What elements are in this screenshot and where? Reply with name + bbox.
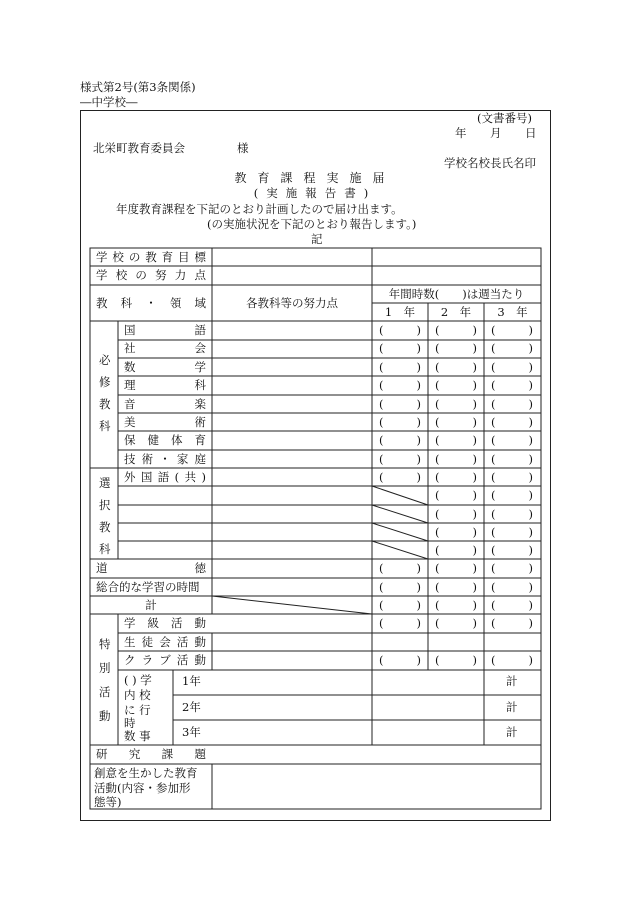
hours-paren-blank	[435, 472, 477, 484]
hours-paren-blank	[379, 417, 421, 429]
required-subject-char: 語	[194, 323, 206, 337]
paren-open: (	[435, 415, 440, 429]
required-subject-char: 体	[171, 433, 183, 447]
goal-label-char: の	[128, 250, 141, 264]
required-subject-char: 国	[124, 323, 136, 337]
paren-close: )	[472, 580, 477, 594]
hours-paren-blank	[435, 325, 477, 337]
paren-close: )	[528, 452, 533, 466]
hours-paren-blank	[491, 509, 533, 521]
paren-open: (	[491, 397, 496, 411]
paren-open: (	[379, 452, 384, 466]
goal-label-char: 教	[145, 250, 157, 264]
paren-open: (	[491, 341, 496, 355]
paren-open: (	[435, 360, 440, 374]
required-subject-char: 育	[194, 433, 206, 447]
events-grade-3: 3年	[182, 725, 201, 739]
total-label: 計	[145, 598, 157, 612]
paren-close: )	[528, 488, 533, 502]
hours-paren-blank	[491, 600, 533, 612]
required-subject-char: 術	[194, 415, 206, 429]
hours-paren-blank	[491, 472, 533, 484]
research-label-char: 課	[161, 747, 174, 761]
paren-open: (	[435, 525, 440, 539]
hours-paren-blank	[379, 582, 421, 594]
special-item-char: 動	[194, 635, 206, 649]
sender-label: 学校名校長氏名印	[444, 156, 536, 170]
goal-label-char: 目	[178, 250, 190, 264]
elective-first-label	[124, 472, 206, 484]
paren-open: (	[379, 341, 384, 355]
required-subject-char: 家	[176, 452, 189, 466]
paren-open: (	[491, 323, 496, 337]
paren-close: )	[416, 653, 421, 667]
paren-open: (	[379, 616, 384, 630]
events-sum-2: 計	[506, 700, 518, 714]
required-subject-char: 理	[124, 378, 136, 392]
paren-close: )	[472, 415, 477, 429]
events-label-mid3: 時	[124, 716, 136, 730]
paren-close: )	[472, 452, 477, 466]
hours-paren-blank	[435, 563, 477, 575]
paren-close: )	[472, 543, 477, 557]
hours-paren-blank	[379, 600, 421, 612]
date-month: 月	[490, 126, 502, 140]
special-item-char: 徒	[141, 635, 154, 649]
special-item-1	[124, 637, 206, 649]
goal-label	[96, 252, 206, 264]
paren-close: )	[416, 561, 421, 575]
hours-paren-blank	[435, 380, 477, 392]
paren-close: )	[528, 360, 533, 374]
goal-label-char: 育	[161, 250, 174, 264]
hours-paren-blank	[435, 454, 477, 466]
hours-paren-blank	[491, 399, 533, 411]
honorific: 様	[237, 141, 249, 155]
paren-open: (	[379, 415, 384, 429]
subject-area-label-char: 域	[194, 296, 206, 310]
paren-close: )	[528, 616, 533, 630]
hours-paren-blank	[491, 435, 533, 447]
paren-close: )	[472, 378, 477, 392]
hours-paren-blank	[379, 472, 421, 484]
special-item-0	[124, 618, 206, 630]
required-subject-4	[124, 399, 206, 411]
special-item-char: 活	[171, 616, 183, 630]
paren-close: )	[416, 452, 421, 466]
required-subject-char: 学	[194, 360, 206, 374]
hours-paren-blank	[491, 362, 533, 374]
hours-paren-blank	[491, 325, 533, 337]
annual-hours-label: 年間時数( )は週当たり	[388, 287, 525, 301]
required-subject-char: 社	[124, 341, 136, 355]
doc-number: (文書番号)	[477, 111, 532, 125]
research-label-char: 題	[194, 747, 206, 761]
special-item-char: 活	[176, 653, 189, 667]
required-subject-3	[124, 380, 206, 392]
required-subject-char: 美	[124, 415, 136, 429]
special-item-char: ク	[124, 653, 136, 667]
effort-label-char: 校	[115, 268, 128, 282]
hours-paren-blank	[379, 343, 421, 355]
required-subject-0	[124, 325, 206, 337]
required-subject-char: 楽	[194, 397, 206, 411]
hours-paren-blank	[491, 563, 533, 575]
paren-open: (	[491, 653, 496, 667]
hours-paren-blank	[435, 655, 477, 667]
paren-close: )	[416, 580, 421, 594]
hours-paren-blank	[491, 618, 533, 630]
paren-open: (	[491, 378, 496, 392]
paren-open: (	[491, 543, 496, 557]
paren-open: (	[435, 341, 440, 355]
paren-open: (	[435, 323, 440, 337]
subject-effort-label: 各教科等の努力点	[246, 296, 338, 310]
paren-open: (	[435, 470, 440, 484]
paren-close: )	[528, 323, 533, 337]
hours-paren-blank	[435, 399, 477, 411]
paren-close: )	[416, 397, 421, 411]
paren-close: )	[416, 470, 421, 484]
paren-open: (	[491, 598, 496, 612]
integrated-label: 総合的な学習の時間	[96, 580, 200, 594]
paren-open: (	[435, 433, 440, 447]
events-grade-2: 2年	[182, 700, 201, 714]
subject-area-label	[96, 298, 206, 310]
research-label-char: 究	[128, 747, 141, 761]
paren-open: (	[435, 653, 440, 667]
required-subject-char: ・	[159, 452, 171, 466]
hours-paren-blank	[379, 655, 421, 667]
paren-close: )	[528, 580, 533, 594]
effort-label-char: 点	[194, 268, 206, 282]
paren-close: )	[472, 507, 477, 521]
special-item-char: ラ	[141, 653, 154, 667]
paren-open: (	[435, 488, 440, 502]
hours-paren-blank	[435, 343, 477, 355]
paren-open: (	[491, 360, 496, 374]
hours-paren-blank	[435, 527, 477, 539]
paren-open: (	[435, 580, 440, 594]
moral-label-char: 徳	[194, 561, 206, 575]
paren-open: (	[435, 543, 440, 557]
events-sum-1: 計	[506, 674, 518, 688]
paren-open: (	[379, 378, 384, 392]
paren-open: (	[491, 616, 496, 630]
creative-label-1: 創意を生かした教育	[94, 766, 198, 780]
required-subject-char: 健	[147, 433, 159, 447]
grade-3-label: 3 年	[497, 305, 528, 319]
special-item-char: 動	[194, 653, 206, 667]
required-subject-7	[124, 454, 206, 466]
paren-open: (	[379, 470, 384, 484]
required-subject-char: 術	[141, 452, 154, 466]
paren-open: (	[435, 561, 440, 575]
paren-open: (	[379, 561, 384, 575]
special-group-label: 特別活動	[99, 637, 111, 723]
paren-open: (	[379, 653, 384, 667]
required-subject-char: 庭	[194, 452, 206, 466]
elective-first-char: (	[174, 470, 180, 484]
paren-close: )	[472, 525, 477, 539]
required-subject-char: 会	[194, 341, 206, 355]
effort-label	[96, 270, 206, 282]
required-group-label: 必修教科	[99, 353, 111, 433]
elective-first-char: 国	[140, 470, 153, 484]
paren-open: (	[435, 452, 440, 466]
ki-label: 記	[311, 232, 323, 246]
paren-close: )	[472, 488, 477, 502]
paren-close: )	[528, 507, 533, 521]
paren-close: )	[528, 653, 533, 667]
hours-paren-blank	[435, 509, 477, 521]
paren-close: )	[472, 341, 477, 355]
goal-label-char: 標	[194, 250, 206, 264]
paren-close: )	[472, 323, 477, 337]
hours-paren-blank	[491, 527, 533, 539]
special-item-char: 活	[176, 635, 189, 649]
goal-label-char: 学	[96, 250, 108, 264]
hours-paren-blank	[491, 380, 533, 392]
hours-paren-blank	[435, 618, 477, 630]
hours-paren-blank	[491, 490, 533, 502]
elective-first-char: 語	[157, 470, 170, 484]
events-sum-3: 計	[506, 725, 518, 739]
hours-paren-blank	[491, 454, 533, 466]
paren-close: )	[416, 360, 421, 374]
hours-paren-blank	[379, 435, 421, 447]
special-item-char: 会	[159, 635, 171, 649]
paren-close: )	[528, 415, 533, 429]
creative-label-2: 活動(内容・参加形	[94, 781, 191, 795]
body-line-1: 年度教育課程を下記のとおり計画したので届け出ます。	[116, 202, 403, 216]
paren-close: )	[528, 543, 533, 557]
hours-paren-blank	[379, 454, 421, 466]
required-subject-char: 音	[124, 397, 136, 411]
paren-close: )	[528, 598, 533, 612]
grade-2-label: 2 年	[440, 305, 472, 319]
date-year: 年	[455, 126, 467, 140]
paren-close: )	[472, 561, 477, 575]
paren-open: (	[491, 580, 496, 594]
events-label-mid1: 内 校	[124, 688, 151, 702]
paren-close: )	[528, 378, 533, 392]
paren-close: )	[472, 616, 477, 630]
form-number-label: 様式第2号(第3条関係)	[80, 80, 196, 94]
paren-close: )	[528, 470, 533, 484]
paren-open: (	[491, 507, 496, 521]
hours-paren-blank	[491, 582, 533, 594]
creative-label-3: 態等)	[94, 795, 122, 809]
hours-paren-blank	[435, 362, 477, 374]
hours-paren-blank	[435, 600, 477, 612]
paren-open: (	[491, 452, 496, 466]
paren-open: (	[491, 525, 496, 539]
paren-close: )	[416, 433, 421, 447]
moral-label	[96, 563, 206, 575]
paren-open: (	[435, 598, 440, 612]
hours-paren-blank	[491, 343, 533, 355]
paren-close: )	[416, 415, 421, 429]
required-subject-6	[124, 435, 206, 447]
effort-label-char: 力	[174, 268, 187, 282]
paren-close: )	[528, 341, 533, 355]
hours-paren-blank	[491, 655, 533, 667]
paren-close: )	[416, 341, 421, 355]
hours-paren-blank	[435, 582, 477, 594]
subject-area-label-char: 科	[120, 296, 133, 310]
events-label-top: ( ) 学	[124, 673, 152, 687]
paren-open: (	[435, 616, 440, 630]
subject-area-label-char: 教	[96, 296, 108, 310]
date-day: 日	[525, 126, 537, 140]
events-grade-1: 1年	[182, 674, 201, 688]
required-subject-char: 数	[124, 360, 136, 374]
paren-open: (	[379, 323, 384, 337]
paren-close: )	[472, 360, 477, 374]
required-subject-1	[124, 343, 206, 355]
paren-close: )	[472, 433, 477, 447]
special-item-char: 動	[194, 616, 206, 630]
hours-paren-blank	[435, 435, 477, 447]
paren-close: )	[416, 378, 421, 392]
school-type-label: ―中学校―	[80, 95, 138, 109]
addressee: 北栄町教育委員会	[93, 141, 185, 155]
elective-first-char: )	[201, 470, 206, 484]
hours-paren-blank	[379, 618, 421, 630]
effort-label-char: 学	[96, 268, 108, 282]
required-subject-char: 技	[124, 452, 136, 466]
effort-label-char: 努	[155, 268, 167, 282]
effort-label-char: の	[135, 268, 147, 282]
hours-paren-blank	[379, 380, 421, 392]
paren-open: (	[435, 397, 440, 411]
research-label-char: 研	[96, 747, 108, 761]
paren-close: )	[416, 616, 421, 630]
grade-1-label: 1 年	[384, 305, 416, 319]
events-label-bot: 数 事	[124, 729, 151, 743]
hours-paren-blank	[435, 545, 477, 557]
paren-close: )	[472, 653, 477, 667]
special-item-char: ブ	[159, 653, 171, 667]
paren-close: )	[472, 470, 477, 484]
hours-paren-blank	[435, 490, 477, 502]
paren-close: )	[528, 433, 533, 447]
paren-open: (	[435, 378, 440, 392]
paren-open: (	[491, 470, 496, 484]
form-subtitle: (実施報告書)	[253, 186, 377, 200]
hours-paren-blank	[379, 325, 421, 337]
required-subject-char: 保	[124, 433, 136, 447]
body-line-2: (の実施状況を下記のとおり報告します。)	[207, 217, 417, 231]
hours-paren-blank	[491, 417, 533, 429]
hours-paren-blank	[435, 417, 477, 429]
paren-open: (	[491, 488, 496, 502]
required-subject-char: 科	[194, 378, 206, 392]
special-item-char: 級	[147, 616, 159, 630]
special-item-2	[124, 655, 206, 667]
research-label	[96, 749, 206, 761]
paren-open: (	[491, 561, 496, 575]
form-title: 教育課程実施届	[234, 171, 396, 185]
paren-open: (	[491, 433, 496, 447]
paren-open: (	[379, 397, 384, 411]
elective-group-label: 選択教科	[99, 476, 111, 556]
elective-first-char: 共	[184, 470, 197, 484]
paren-open: (	[379, 360, 384, 374]
paren-close: )	[416, 598, 421, 612]
hours-paren-blank	[491, 545, 533, 557]
subject-area-label-char: 領	[169, 296, 182, 310]
paren-close: )	[528, 525, 533, 539]
paren-close: )	[528, 561, 533, 575]
paren-open: (	[379, 598, 384, 612]
paren-close: )	[528, 397, 533, 411]
paren-open: (	[379, 433, 384, 447]
hours-paren-blank	[379, 563, 421, 575]
required-subject-5	[124, 417, 206, 429]
paren-open: (	[435, 507, 440, 521]
goal-label-char: 校	[112, 250, 124, 264]
paren-close: )	[472, 598, 477, 612]
hours-paren-blank	[379, 362, 421, 374]
events-label-mid2: に 行	[124, 703, 151, 717]
special-item-char: 学	[124, 616, 136, 630]
subject-area-label-char: ・	[145, 296, 157, 310]
paren-close: )	[416, 323, 421, 337]
elective-first-char: 外	[124, 470, 136, 484]
required-subject-2	[124, 362, 206, 374]
paren-close: )	[472, 397, 477, 411]
hours-paren-blank	[379, 399, 421, 411]
paren-open: (	[379, 580, 384, 594]
special-item-char: 生	[124, 635, 136, 649]
moral-label-char: 道	[96, 561, 108, 575]
paren-open: (	[491, 415, 496, 429]
